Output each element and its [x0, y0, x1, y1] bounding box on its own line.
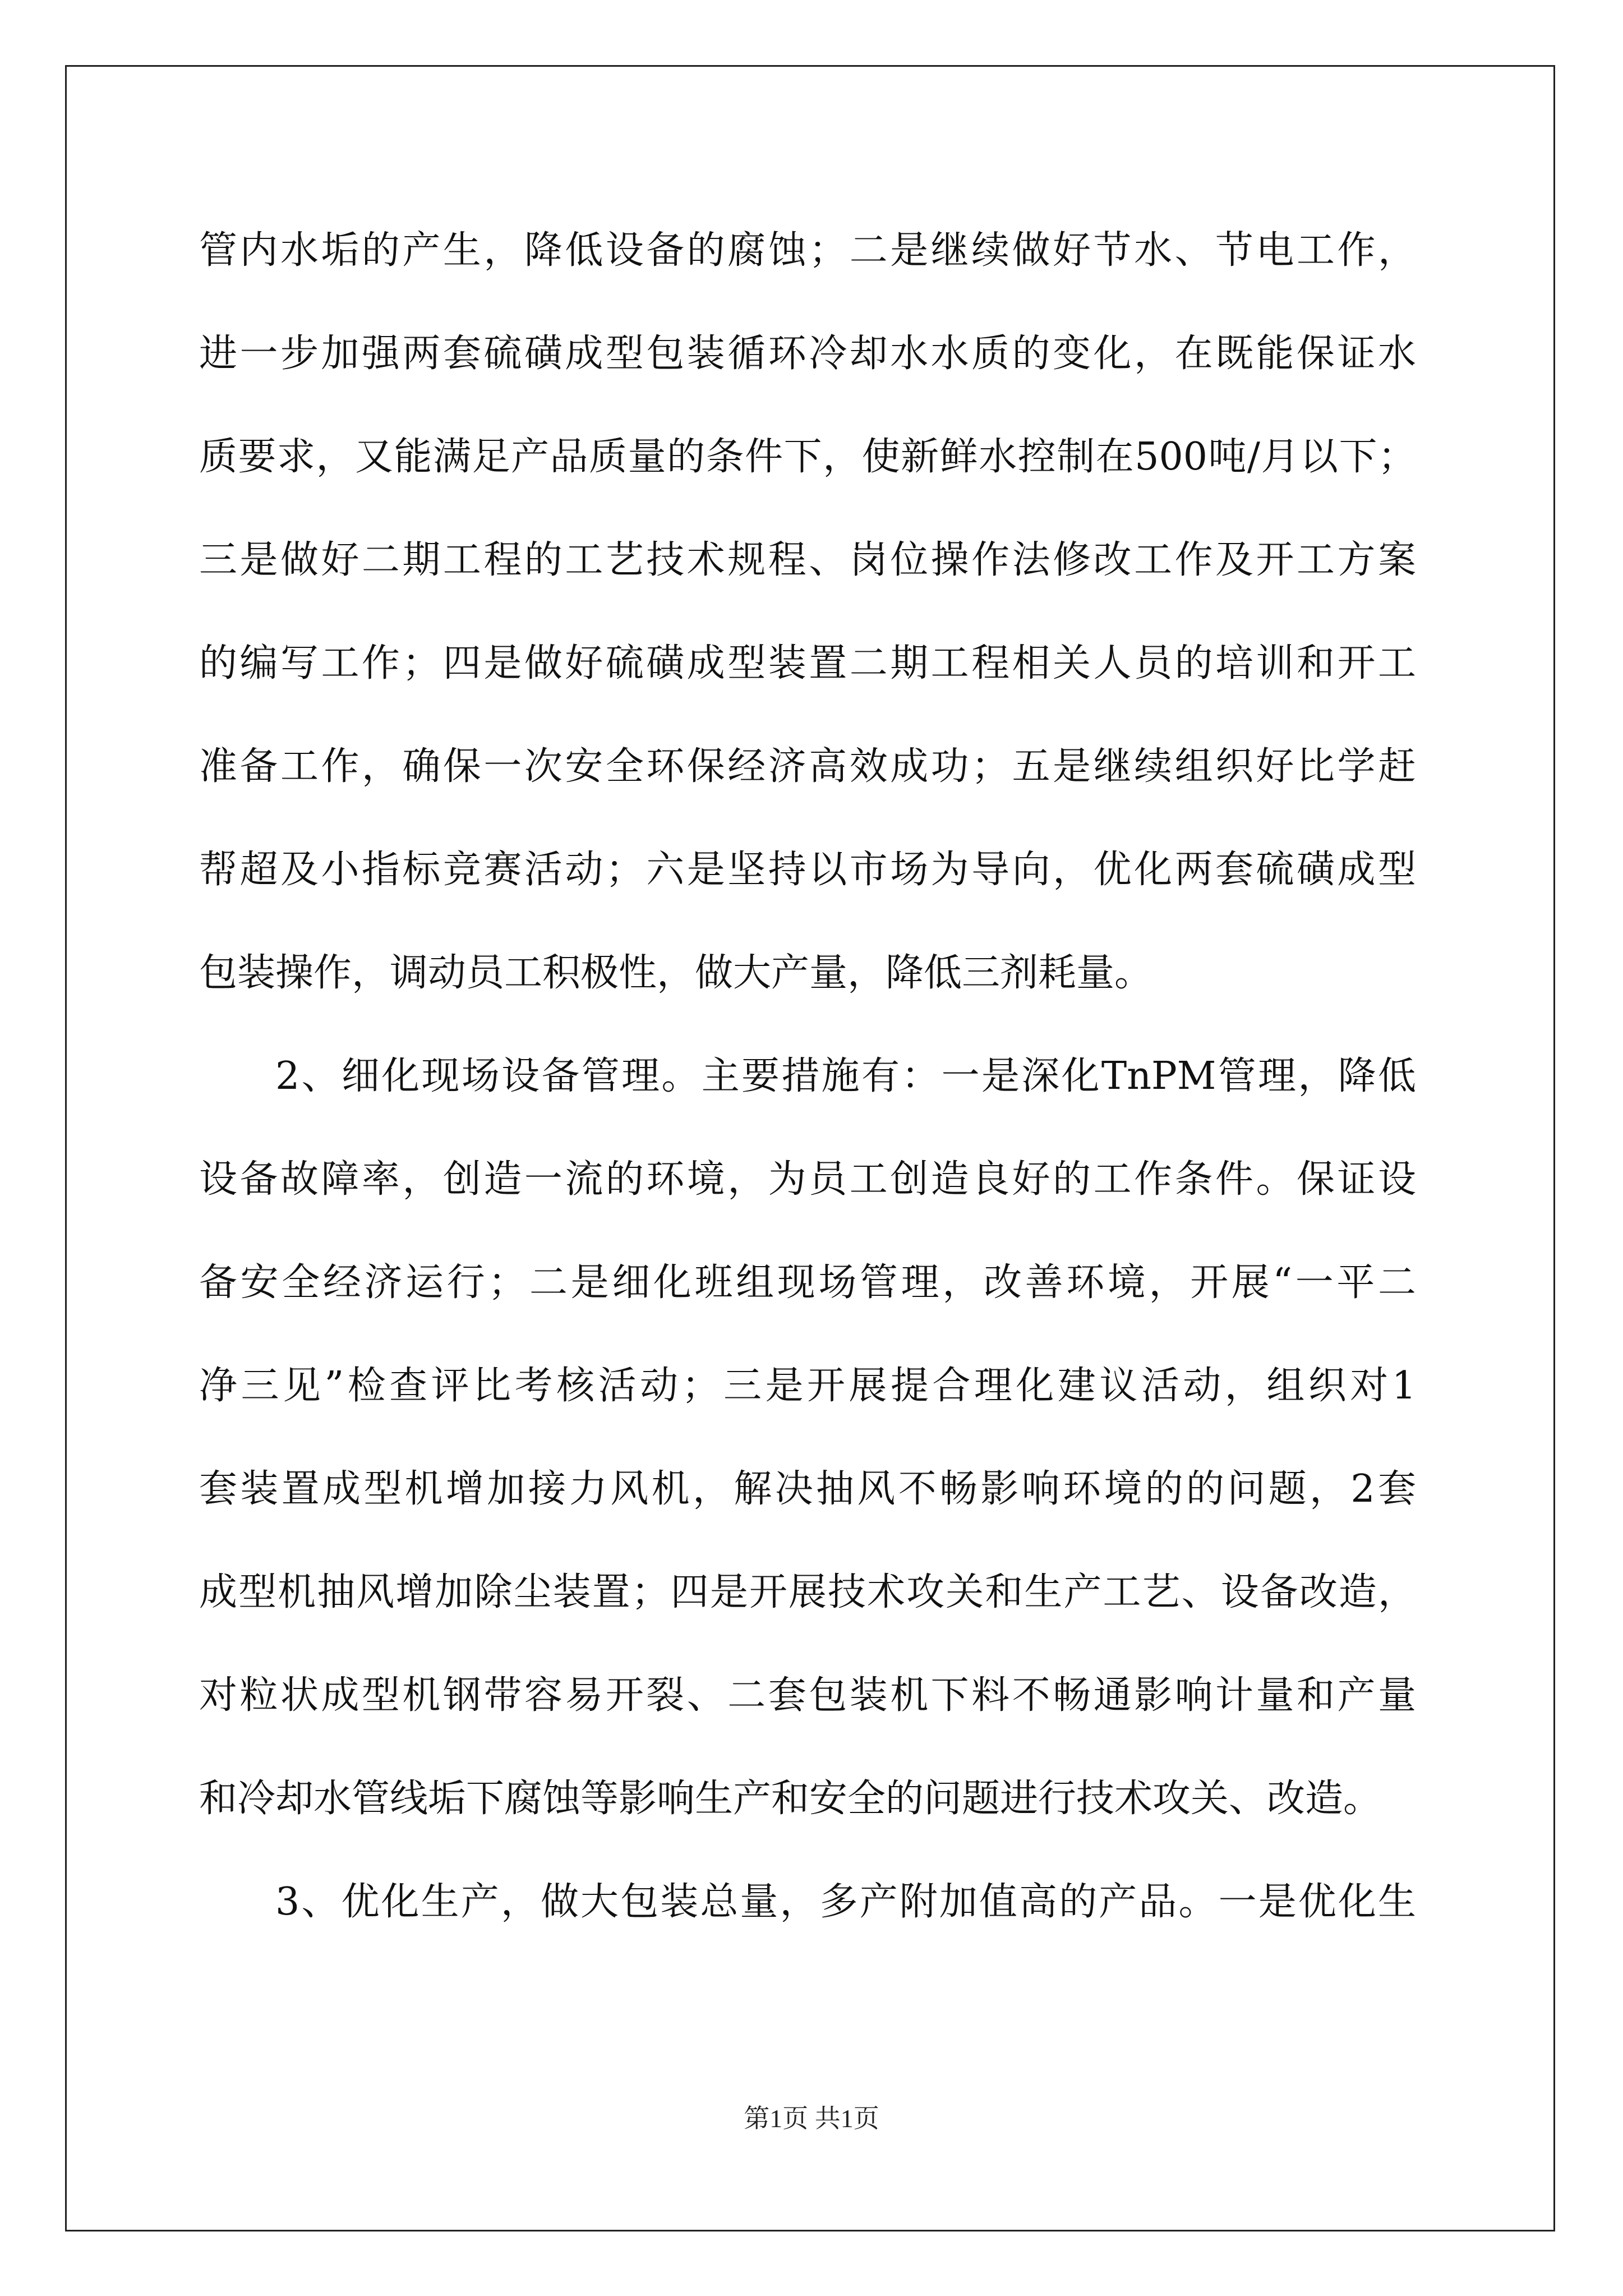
text-line: 帮超及小指标竞赛活动；六是坚持以市场为导向，优化两套硫磺成型 — [199, 848, 1416, 892]
text-line: 进一步加强两套硫磺成型包装循环冷却水水质的变化，在既能保证水 — [199, 332, 1416, 376]
text-line: 三是做好二期工程的工艺技术规程、岗位操作法修改工作及开工方案 — [199, 538, 1416, 582]
text-line: 和冷却水管线垢下腐蚀等影响生产和安全的问题进行技术攻关、改造。 — [199, 1777, 1382, 1821]
text-line: 设备故障率，创造一流的环境，为员工创造良好的工作条件。保证设 — [199, 1157, 1416, 1202]
text-line: 的编写工作；四是做好硫磺成型装置二期工程相关人员的培训和开工 — [199, 641, 1416, 685]
text-line: 准备工作，确保一次安全环保经济高效成功；五是继续组织好比学赶 — [199, 744, 1416, 789]
text-line: 管内水垢的产生，降低设备的腐蚀；二是继续做好节水、节电工作， — [199, 228, 1416, 273]
text-line: 净三见”检查评比考核活动；三是开展提合理化建议活动，组织对1 — [199, 1364, 1416, 1408]
page-number: 第1页 共1页 — [744, 2104, 879, 2133]
text-line: 对粒状成型机钢带容易开裂、二套包装机下料不畅通影响计量和产量 — [199, 1673, 1416, 1718]
paragraph-heading-line: 2、细化现场设备管理。主要措施有：一是深化TnPM管理，降低 — [275, 1054, 1416, 1098]
text-line: 套装置成型机增加接力风机，解决抽风不畅影响环境的的问题，2套 — [199, 1467, 1416, 1511]
text-line: 成型机抽风增加除尘装置；四是开展技术攻关和生产工艺、设备改造， — [199, 1570, 1416, 1614]
text-line: 包装操作，调动员工积极性，做大产量，降低三剂耗量。 — [199, 951, 1153, 995]
paragraph-heading-line: 3、优化生产，做大包装总量，多产附加值高的产品。一是优化生 — [275, 1880, 1416, 1924]
text-line: 质要求，又能满足产品质量的条件下，使新鲜水控制在500吨/月以下； — [199, 435, 1416, 479]
text-line: 备安全经济运行；二是细化班组现场管理，改善环境，开展“一平二 — [199, 1260, 1416, 1305]
document-body — [199, 199, 1416, 1954]
